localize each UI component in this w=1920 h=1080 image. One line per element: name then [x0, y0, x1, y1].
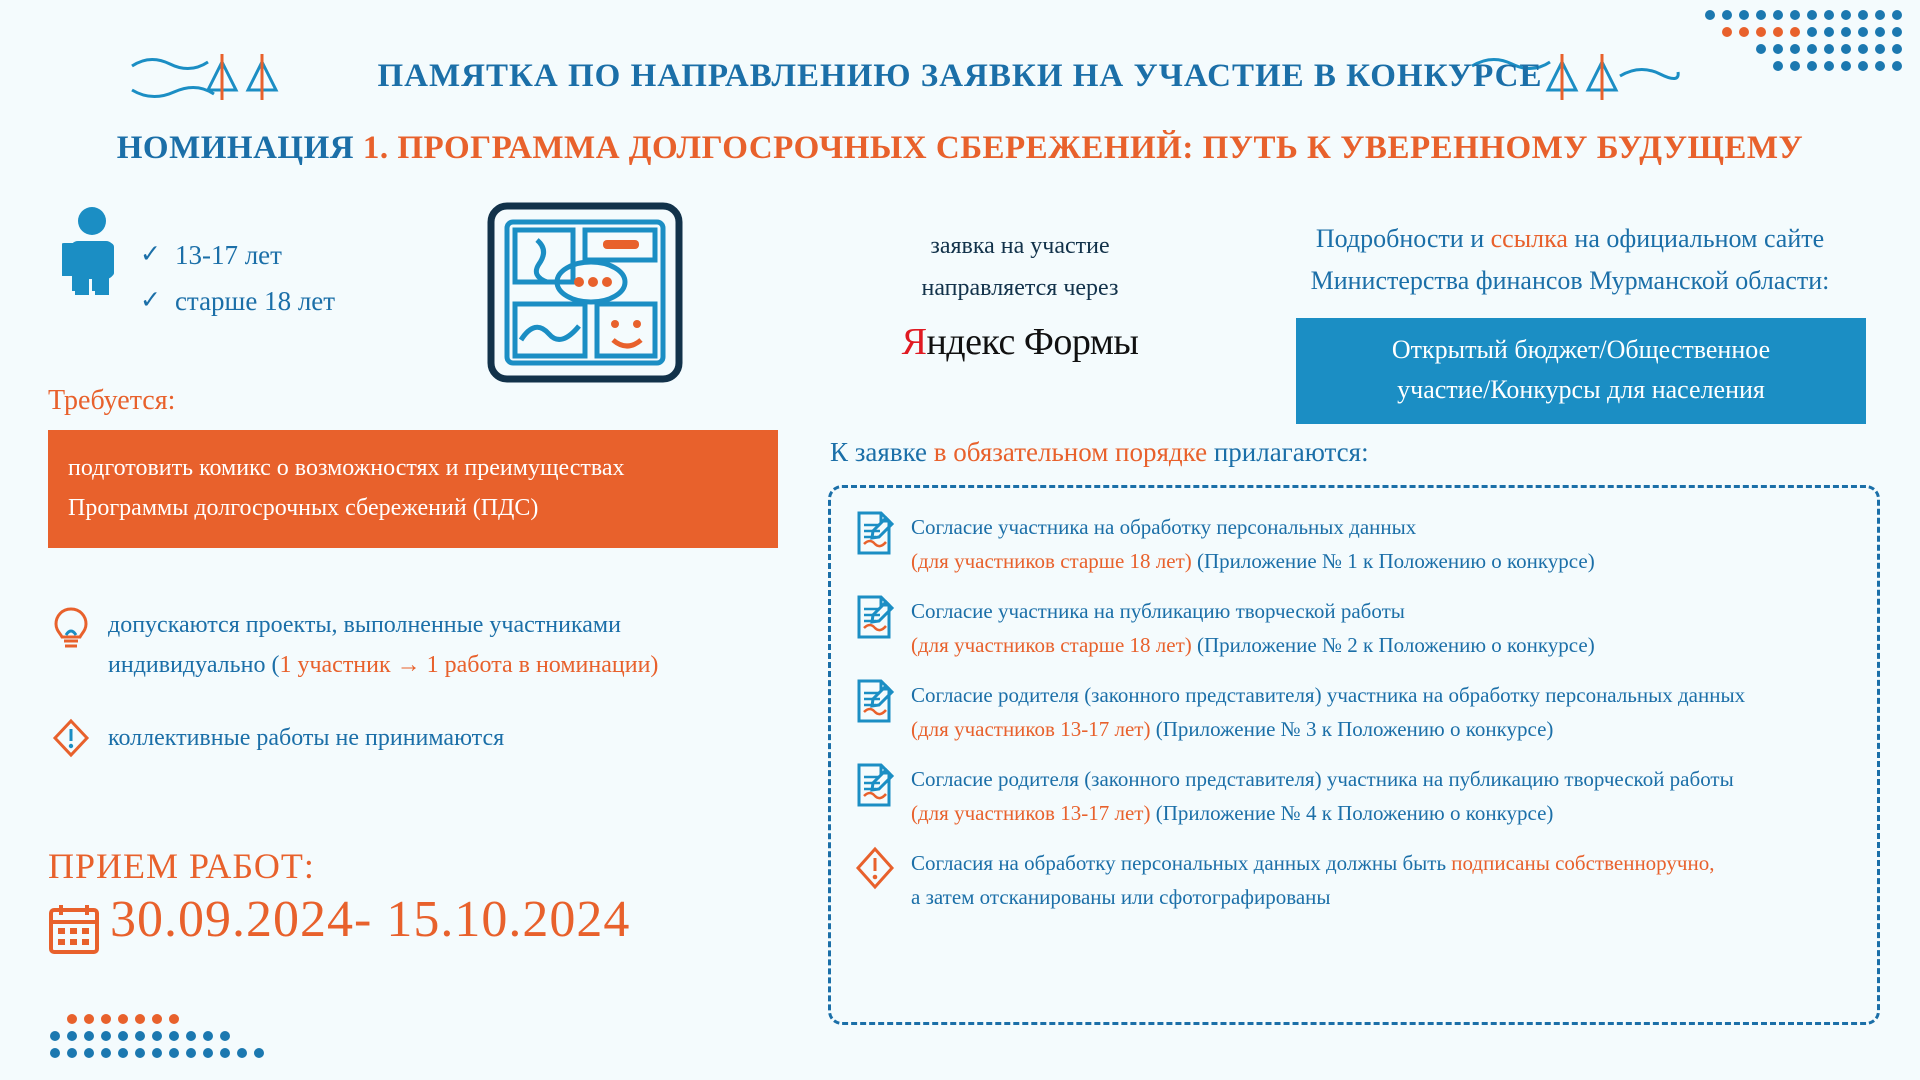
decorative-dot	[1807, 10, 1817, 20]
decorative-dot	[67, 1014, 77, 1024]
attachment-reference: (Приложение № 1 к Положению о конкурсе)	[1191, 549, 1595, 573]
warning-highlight: подписаны собственноручно,	[1451, 851, 1715, 875]
required-box	[48, 430, 778, 548]
check-icon: ✓	[140, 241, 161, 268]
decorative-dot	[67, 1031, 77, 1041]
yandex-forms-logo	[880, 321, 1160, 363]
note-no-collective	[52, 718, 772, 758]
decorative-dot	[152, 1048, 162, 1058]
decorative-dot	[186, 1014, 196, 1024]
decorative-dot	[254, 1031, 264, 1041]
comic-book-icon	[485, 200, 685, 385]
decorative-dot	[1773, 27, 1783, 37]
accept-works-dates: 30.09.2024- 15.10.2024	[110, 891, 631, 948]
nomination-prefix: НОМИНАЦИЯ	[116, 130, 363, 166]
decorative-dot	[271, 1031, 281, 1041]
decorative-dot	[1671, 10, 1681, 20]
note-individual-projects	[52, 605, 772, 685]
required-label: Требуется:	[48, 385, 176, 416]
decorative-dot	[1841, 10, 1851, 20]
attachments-warning	[855, 846, 1859, 914]
attachments-title	[830, 437, 1369, 468]
decorative-dot	[1841, 27, 1851, 37]
decorative-dot	[118, 1014, 128, 1024]
note-individual-text	[108, 605, 658, 685]
decorative-dot	[186, 1031, 196, 1041]
details-text	[1240, 218, 1900, 302]
site-path-badge[interactable]	[1296, 318, 1866, 424]
decorative-dot	[118, 1031, 128, 1041]
decorative-dot	[1722, 10, 1732, 20]
attachments-warning-text	[911, 846, 1714, 914]
decorative-dot	[203, 1048, 213, 1058]
decorative-dot	[1858, 27, 1868, 37]
decorative-dot	[220, 1031, 230, 1041]
decorative-dot	[152, 1014, 162, 1024]
decorative-dot	[220, 1048, 230, 1058]
decorative-dot	[1705, 10, 1715, 20]
age-item-label: старше 18 лет	[174, 286, 336, 316]
document-pen-icon	[855, 762, 895, 808]
warning-diamond-icon	[52, 718, 90, 758]
decorative-dots-bottom-left	[50, 1014, 281, 1058]
decorative-dot	[1739, 44, 1749, 54]
decorative-dot	[169, 1014, 179, 1024]
attachment-line-1: Согласие участника на обработку персональных данных	[911, 515, 1417, 539]
decorative-dot	[1722, 44, 1732, 54]
list-item	[855, 510, 1859, 578]
decorative-dot	[84, 1014, 94, 1024]
decorative-dot	[1892, 44, 1902, 54]
list-item	[855, 762, 1859, 830]
decorative-dot	[1756, 27, 1766, 37]
attachments-title-highlight: в обязательном порядке	[933, 437, 1208, 467]
decorative-dot	[135, 1048, 145, 1058]
page-title: ПАМЯТКА ПО НАПРАВЛЕНИЮ ЗАЯВКИ НА УЧАСТИЕ В КОНКУРСЕ	[377, 58, 1543, 94]
decorative-dot	[1739, 27, 1749, 37]
details-line-1-a: Подробности и	[1315, 224, 1491, 253]
decorative-dot	[1858, 44, 1868, 54]
decorative-dot	[169, 1031, 179, 1041]
application-line-2: направляется через	[921, 275, 1119, 301]
decorative-dot	[237, 1031, 247, 1041]
decorative-dot	[1756, 10, 1766, 20]
attachment-reference: (Приложение № 2 к Положению о конкурсе)	[1191, 633, 1595, 657]
attachment-line-1: Согласие родителя (законного представителя) участника на публикацию творческой работы	[911, 767, 1734, 791]
attachments-title-a: К заявке	[830, 437, 934, 467]
decorative-dot	[1892, 27, 1902, 37]
decorative-dot	[237, 1014, 247, 1024]
document-pen-icon	[855, 678, 895, 724]
decorative-dot	[203, 1031, 213, 1041]
list-item-text	[911, 762, 1734, 830]
application-channel-block	[880, 225, 1160, 363]
list-item	[855, 594, 1859, 662]
age-item-label: 13-17 лет	[174, 240, 282, 270]
decorative-dot	[1705, 27, 1715, 37]
decorative-dot	[1790, 27, 1800, 37]
decorative-dot	[1671, 27, 1681, 37]
list-item-text	[911, 594, 1595, 662]
decorative-dot	[1790, 44, 1800, 54]
decorative-dot	[186, 1048, 196, 1058]
decorative-dot	[271, 1048, 281, 1058]
note-line-2-b: 1 участник → 1 работа в номинации)	[279, 652, 659, 678]
accept-works-label: ПРИЕМ РАБОТ:	[48, 846, 315, 886]
decorative-dot	[203, 1014, 213, 1024]
attachment-reference: (Приложение № 4 к Положению о конкурсе)	[1150, 801, 1554, 825]
nomination-number: 1.	[362, 130, 398, 166]
list-item-text	[911, 678, 1745, 746]
list-item	[855, 678, 1859, 746]
age-list	[140, 232, 335, 324]
warning-diamond-icon	[855, 846, 895, 890]
application-line-1: заявка на участие	[930, 233, 1110, 259]
decorative-dot	[50, 1031, 60, 1041]
decorative-dot	[1807, 44, 1817, 54]
warning-line-2: а затем отсканированы или сфотографированы	[911, 885, 1331, 909]
decorative-dot	[50, 1014, 60, 1024]
decorative-dot	[1824, 27, 1834, 37]
nomination-name: ПРОГРАММА ДОЛГОСРОЧНЫХ СБЕРЕЖЕНИЙ: ПУТЬ К УВЕРЕННОМУ БУДУЩЕМУ	[397, 130, 1804, 166]
nomination-title	[0, 130, 1920, 167]
decorative-dot	[101, 1014, 111, 1024]
attachment-audience: (для участников 13-17 лет)	[911, 801, 1151, 825]
decorative-dot	[1739, 10, 1749, 20]
decorative-dot	[84, 1048, 94, 1058]
decorative-dot	[1773, 10, 1783, 20]
details-line-2: Министерства финансов Мурманской области:	[1310, 266, 1830, 295]
decorative-dot	[101, 1048, 111, 1058]
note-line-2-a: индивидуально (	[108, 652, 280, 678]
decorative-dot	[1875, 44, 1885, 54]
decorative-dot	[118, 1048, 128, 1058]
decorative-dot	[1875, 10, 1885, 20]
decorative-dot	[1875, 27, 1885, 37]
yandex-logo-forms: Формы	[1023, 321, 1139, 363]
note-line-1: допускаются проекты, выполненные участниками	[108, 612, 621, 638]
decorative-dot	[1773, 44, 1783, 54]
decorative-dot	[1688, 44, 1698, 54]
details-line-1-b: на официальном сайте	[1567, 224, 1825, 253]
document-pen-icon	[855, 594, 895, 640]
age-item-2	[140, 278, 335, 324]
yandex-logo-rest: ндекс	[926, 321, 1015, 363]
decorative-dot	[101, 1031, 111, 1041]
decorative-dot	[1705, 44, 1715, 54]
decorative-dot	[1824, 10, 1834, 20]
site-path-line-2: участие/Конкурсы для населения	[1397, 375, 1765, 404]
decorative-dot	[1807, 27, 1817, 37]
attachment-reference: (Приложение № 3 к Положению о конкурсе)	[1150, 717, 1554, 741]
attachment-line-1: Согласие родителя (законного представителя) участника на обработку персональных данных	[911, 683, 1746, 707]
required-line-1: подготовить комикс о возможностях и преимуществах	[68, 455, 625, 481]
person-icon	[62, 205, 122, 295]
decorative-dot	[50, 1048, 60, 1058]
note-no-collective-text: коллективные работы не принимаются	[108, 725, 505, 751]
lightbulb-icon	[52, 605, 90, 649]
decorative-dot	[1841, 44, 1851, 54]
attachments-box	[828, 485, 1880, 1025]
decorative-dot	[1858, 10, 1868, 20]
decorative-dot	[1892, 10, 1902, 20]
decorative-dot	[254, 1048, 264, 1058]
document-pen-icon	[855, 510, 895, 556]
required-line-2: Программы долгосрочных сбережений (ПДС)	[68, 495, 539, 521]
calendar-icon	[48, 902, 100, 954]
decorative-dot	[254, 1014, 264, 1024]
decorative-dot	[237, 1048, 247, 1058]
decorative-dot	[135, 1014, 145, 1024]
yandex-logo-ya: Я	[901, 321, 927, 363]
decorative-dot	[1756, 44, 1766, 54]
decorative-dot	[1688, 27, 1698, 37]
decorative-dot	[169, 1048, 179, 1058]
decorative-dot	[67, 1048, 77, 1058]
attachments-title-b: прилагаются:	[1207, 437, 1369, 467]
decorative-dot	[152, 1031, 162, 1041]
attachment-audience: (для участников старше 18 лет)	[911, 633, 1192, 657]
warning-line-1-a: Согласия на обработку персональных данных должны быть	[911, 851, 1452, 875]
list-item-text	[911, 510, 1595, 578]
decorative-dot	[1722, 27, 1732, 37]
check-icon: ✓	[140, 287, 161, 314]
site-path-line-1: Открытый бюджет/Общественное	[1391, 335, 1771, 364]
decorative-dot	[135, 1031, 145, 1041]
decorative-dot	[84, 1031, 94, 1041]
decorative-dot	[1824, 44, 1834, 54]
decorative-dot	[220, 1014, 230, 1024]
decorative-dot	[271, 1014, 281, 1024]
details-link-word: ссылка	[1490, 224, 1568, 253]
decorative-dot	[1790, 10, 1800, 20]
attachment-line-1: Согласие участника на публикацию творческой работы	[911, 599, 1405, 623]
attachment-audience: (для участников 13-17 лет)	[911, 717, 1151, 741]
attachment-audience: (для участников старше 18 лет)	[911, 549, 1192, 573]
decorative-dot	[1688, 10, 1698, 20]
age-item-1	[140, 232, 335, 278]
